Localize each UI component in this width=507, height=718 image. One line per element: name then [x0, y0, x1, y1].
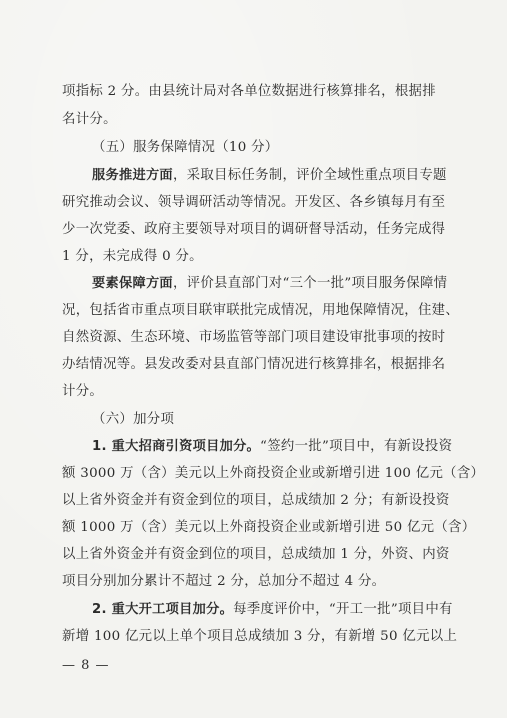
- text-line: [0, 300, 507, 322]
- text-line: [0, 246, 507, 268]
- body-text: （六）加分项: [92, 412, 175, 427]
- body-text: 项目分别加分累计不超过 2 分，总加分不超过 4 分。: [62, 574, 386, 589]
- text-line: [0, 327, 507, 349]
- bold-heading-text: 2. 重大开工项目加分。: [92, 602, 234, 617]
- body-text: ，采取目标任务制，评价全域性重点项目专题: [172, 168, 447, 183]
- body-text: （五）服务保障情况（10 分）: [92, 140, 279, 155]
- text-line: [0, 354, 507, 376]
- text-line: [0, 273, 507, 295]
- text-line: [0, 381, 507, 403]
- page-number: — 8 —: [62, 658, 110, 673]
- text-line: [0, 81, 507, 103]
- body-text: 每季度评价中，“开工一批”项目中有: [233, 602, 453, 617]
- text-line: [0, 192, 507, 214]
- text-line: [0, 436, 507, 458]
- text-line: [0, 599, 507, 621]
- body-text: 少一次党委、政府主要领导对项目的调研督导活动，任务完成得: [62, 222, 446, 237]
- text-line: [0, 409, 507, 431]
- body-text: 1 分，未完成得 0 分。: [62, 249, 203, 264]
- body-text: 计分。: [62, 384, 104, 399]
- text-line: [0, 544, 507, 566]
- body-text: 项指标 2 分。由县统计局对各单位数据进行核算排名，根据排: [62, 84, 436, 99]
- text-line: [0, 490, 507, 512]
- body-text: 名计分。: [62, 112, 117, 127]
- body-text: 额 3000 万（含）美元以上外商投资企业或新增引进 100 亿元（含）: [62, 466, 485, 481]
- body-text: 以上省外资金并有资金到位的项目，总成绩加 2 分；有新设投资: [62, 493, 450, 508]
- body-text: “签约一批”项目中，有新设投资: [260, 439, 453, 454]
- text-line: [0, 626, 507, 648]
- body-text: 以上省外资金并有资金到位的项目，总成绩加 1 分，外资、内资: [62, 547, 450, 562]
- text-line: [0, 571, 507, 593]
- bold-heading-text: 1. 重大招商引资项目加分。: [92, 439, 261, 454]
- text-line: [0, 463, 507, 485]
- bold-heading-text: 要素保障方面: [92, 276, 173, 291]
- text-line: [0, 109, 507, 131]
- body-text: 研究推动会议、领导调研活动等情况。开发区、各乡镇每月有至: [62, 195, 446, 210]
- body-text: 况，包括省市重点项目联审联批完成情况，用地保障情况，住建、: [62, 303, 460, 318]
- text-line: [0, 219, 507, 241]
- body-text: 办结情况等。县发改委对县直部门情况进行核算排名，根据排名: [62, 357, 446, 372]
- body-text: 额 1000 万（含）美元以上外商投资企业或新增引进 50 亿元（含）: [62, 520, 476, 535]
- bold-heading-text: 服务推进方面: [92, 168, 173, 183]
- text-line: [0, 165, 507, 187]
- body-text: ，评价县直部门对“三个一批”项目服务保障情: [172, 276, 448, 291]
- body-text: 新增 100 亿元以上单个项目总成绩加 3 分，有新增 50 亿元以上: [62, 629, 458, 644]
- text-line: [0, 137, 507, 159]
- text-line: [0, 517, 507, 539]
- body-text: 自然资源、生态环境、市场监管等部门项目建设审批事项的按时: [62, 330, 446, 345]
